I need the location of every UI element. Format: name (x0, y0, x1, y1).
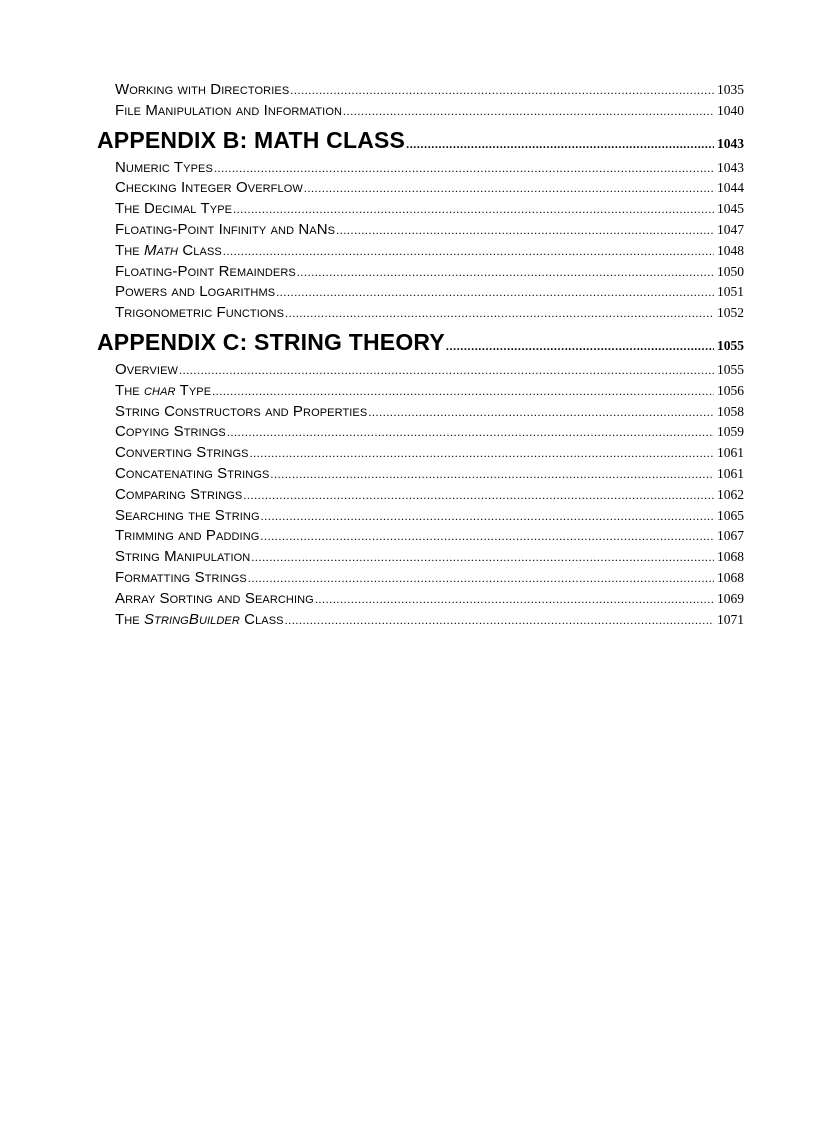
toc-entry-title-part: Checking Integer Overflow (115, 179, 303, 197)
appendix-b-title: APPENDIX B: MATH CLASS (97, 126, 406, 153)
toc-entry-title-part: Working with Directories (115, 81, 290, 98)
dot-leader (276, 282, 714, 303)
dot-leader (227, 422, 714, 443)
toc-entry-title (115, 422, 226, 443)
table-of-contents (97, 80, 744, 630)
dot-leader (250, 443, 714, 464)
toc-entry-title-part: Floating-Point Infinity and NaNs (115, 220, 336, 238)
toc-entry-title (115, 199, 232, 220)
dot-leader (243, 485, 714, 506)
toc-entry[interactable] (97, 101, 744, 122)
dot-leader (446, 328, 714, 364)
toc-entry-title (115, 101, 342, 122)
toc-entry[interactable] (97, 360, 744, 381)
dot-leader (261, 506, 714, 527)
toc-entry-page-number: 1068 (717, 569, 744, 585)
toc-entry[interactable] (97, 526, 744, 547)
dot-leader (285, 303, 714, 324)
toc-entry-title (115, 381, 211, 402)
dot-leader (212, 381, 714, 402)
dot-leader (285, 610, 714, 631)
toc-entry[interactable] (97, 241, 744, 262)
toc-group-files (97, 80, 744, 122)
toc-entry[interactable] (97, 568, 744, 589)
toc-entry[interactable] (97, 262, 744, 283)
toc-group-appendix-b (97, 158, 744, 324)
toc-entry-page-number: 1047 (717, 221, 744, 237)
appendix-b-heading[interactable] (97, 122, 744, 158)
toc-entry[interactable] (97, 443, 744, 464)
toc-entry-page-number: 1067 (717, 528, 744, 544)
toc-entry[interactable] (97, 547, 744, 568)
toc-entry[interactable] (97, 485, 744, 506)
toc-entry-page-number: 1071 (717, 611, 744, 627)
toc-entry[interactable] (97, 178, 744, 199)
toc-entry-title-part: Numeric Types (115, 158, 213, 176)
dot-leader (251, 547, 714, 568)
toc-entry[interactable] (97, 589, 744, 610)
dot-leader (179, 360, 714, 381)
dot-leader (343, 101, 714, 122)
toc-entry-title-part: The (115, 610, 145, 628)
toc-entry-title-part: String Constructors and Properties (115, 402, 368, 420)
toc-entry[interactable] (97, 199, 744, 220)
dot-leader (336, 220, 714, 241)
toc-entry-title (115, 303, 284, 324)
toc-entry-title-part: Class (239, 610, 284, 628)
toc-entry-title-part: The Decimal Type (115, 200, 233, 218)
toc-entry-title (115, 80, 289, 101)
toc-entry-page-number: 1035 (717, 82, 744, 97)
toc-entry-title (115, 402, 367, 423)
toc-entry-page-number: 1056 (717, 382, 744, 398)
toc-entry[interactable] (97, 80, 744, 101)
toc-entry-title-part: Class (178, 241, 222, 259)
toc-entry-title (115, 485, 242, 506)
toc-entry-title (115, 282, 275, 303)
toc-entry-title-part: Copying Strings (115, 423, 226, 441)
toc-entry[interactable] (97, 158, 744, 179)
toc-entry-title-part: Trigonometric Functions (115, 304, 285, 322)
toc-entry-title (115, 443, 249, 464)
dot-leader (315, 589, 714, 610)
toc-entry-page-number: 1043 (717, 159, 744, 175)
toc-entry[interactable] (97, 464, 744, 485)
toc-entry-title (115, 526, 259, 547)
toc-entry-page-number: 1058 (717, 403, 744, 419)
toc-entry-title-part: String Manipulation (115, 548, 251, 566)
toc-entry[interactable] (97, 282, 744, 303)
toc-entry[interactable] (97, 381, 744, 402)
toc-entry-title-part: Concatenating Strings (115, 464, 270, 482)
toc-entry-title (115, 158, 213, 179)
appendix-b-page-number: 1043 (717, 135, 744, 151)
toc-entry-page-number: 1062 (717, 486, 744, 502)
dot-leader (214, 158, 714, 179)
dot-leader (248, 568, 714, 589)
toc-entry[interactable] (97, 610, 744, 631)
toc-entry-title (115, 178, 303, 199)
toc-entry-page-number: 1069 (717, 590, 744, 606)
toc-entry-title (115, 610, 284, 631)
dot-leader (270, 464, 714, 485)
appendix-c-title: APPENDIX C: STRING THEORY (97, 328, 445, 355)
toc-entry-title (115, 568, 247, 589)
toc-entry-title-part: Floating-Point Remainders (115, 262, 296, 280)
toc-entry-page-number: 1059 (717, 424, 744, 440)
toc-entry-page-number: 1048 (717, 242, 744, 258)
toc-group-appendix-c (97, 360, 744, 630)
toc-entry-page-number: 1044 (717, 180, 744, 196)
appendix-c-heading[interactable] (97, 324, 744, 360)
toc-entry-title-part: Comparing Strings (115, 485, 243, 503)
dot-leader (368, 402, 714, 423)
toc-entry[interactable] (97, 402, 744, 423)
toc-entry-title-part: Powers and Logarithms (115, 283, 276, 301)
toc-entry-title (115, 241, 222, 262)
toc-entry[interactable] (97, 422, 744, 443)
toc-entry-title-part: Converting Strings (115, 444, 249, 462)
appendix-c-page-number: 1055 (717, 337, 744, 353)
toc-entry-title-italic: char (144, 381, 176, 399)
toc-entry-title (115, 547, 250, 568)
toc-entry-title (115, 220, 335, 241)
toc-entry-title-part: Type (175, 381, 212, 399)
toc-entry-page-number: 1052 (717, 305, 744, 321)
toc-entry-page-number: 1061 (717, 465, 744, 481)
toc-entry-page-number: 1061 (717, 445, 744, 461)
toc-entry-page-number: 1055 (717, 361, 744, 377)
toc-entry-page-number: 1051 (717, 284, 744, 300)
toc-entry-title-italic: StringBuilder (144, 610, 240, 628)
toc-entry-title-part: Trimming and Padding (115, 527, 260, 545)
toc-entry-title-part: The (115, 381, 145, 399)
dot-leader (223, 241, 714, 262)
toc-entry-title-part: File Manipulation and Information (115, 101, 343, 119)
dot-leader (260, 526, 714, 547)
toc-entry-title-part: Searching the String (115, 506, 260, 524)
toc-entry-title (115, 360, 178, 381)
toc-entry-page-number: 1045 (717, 201, 744, 217)
toc-entry-title-italic: Math (144, 241, 179, 259)
toc-entry-title-part: Array Sorting and Searching (115, 589, 314, 607)
toc-entry-page-number: 1068 (717, 549, 744, 565)
dot-leader (304, 178, 714, 199)
dot-leader (297, 262, 714, 283)
toc-entry-title-part: The (115, 241, 145, 259)
toc-entry-title-part: Overview (115, 360, 178, 378)
toc-entry-title (115, 464, 269, 485)
toc-entry-title (115, 506, 260, 527)
dot-leader (233, 199, 714, 220)
toc-entry-page-number: 1065 (717, 507, 744, 523)
toc-entry-page-number: 1040 (717, 102, 744, 118)
dot-leader (290, 80, 714, 101)
toc-entry-page-number: 1050 (717, 263, 744, 279)
toc-entry-title-part: Formatting Strings (115, 568, 247, 586)
toc-entry[interactable] (97, 506, 744, 527)
toc-entry[interactable] (97, 220, 744, 241)
toc-entry-title (115, 262, 296, 283)
toc-entry[interactable] (97, 303, 744, 324)
dot-leader (406, 126, 714, 162)
toc-entry-title (115, 589, 314, 610)
